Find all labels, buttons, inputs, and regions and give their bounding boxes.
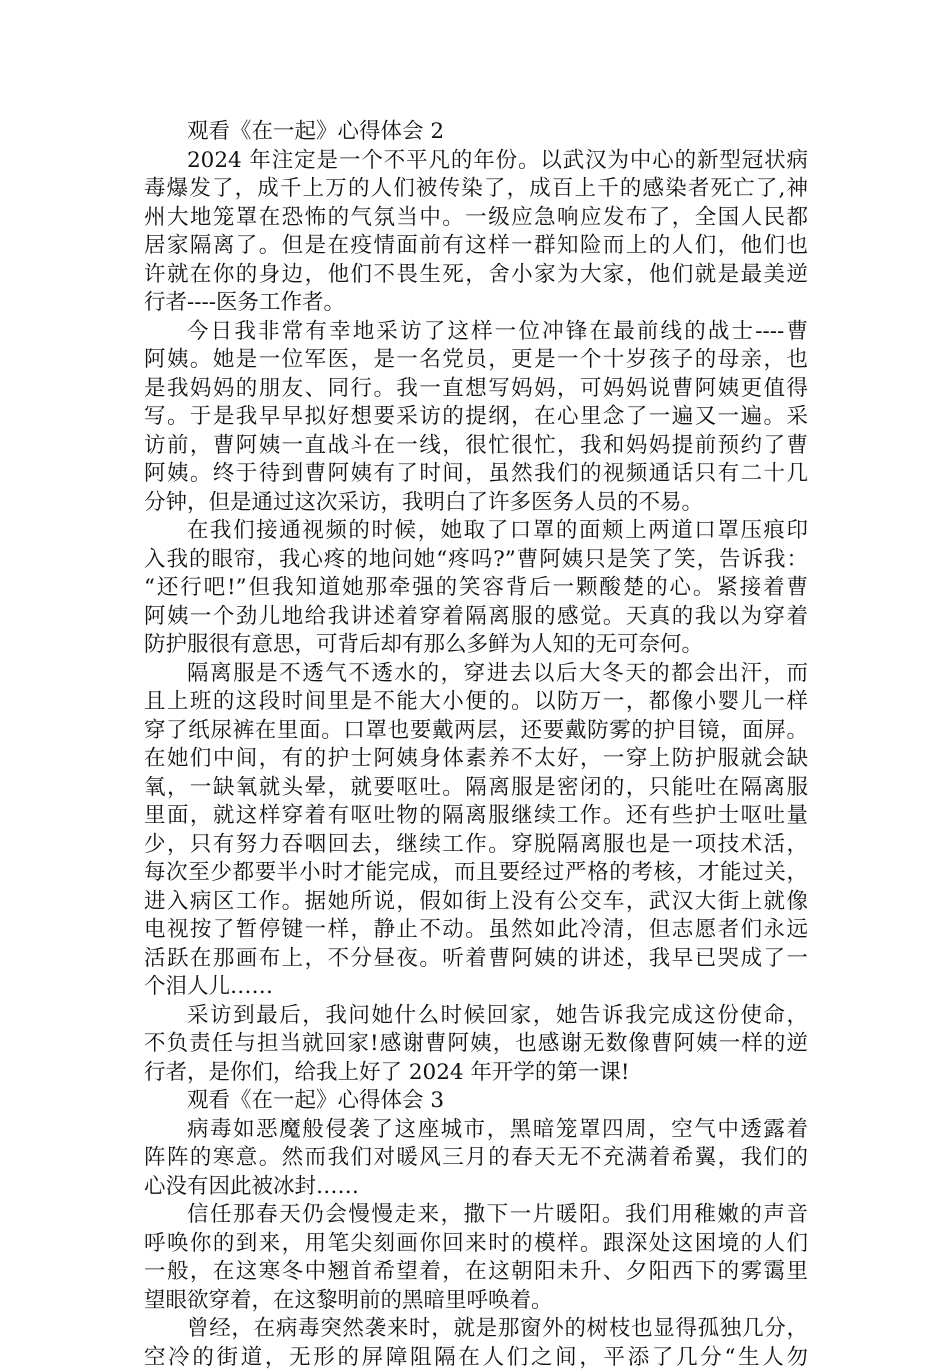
text-line: 少，只有努力吞咽回去，继续工作。穿脱隔离服也是一项技术活， bbox=[144, 831, 808, 860]
text-line: 信任那春天仍会慢慢走来，撒下一片暖阳。我们用稚嫩的声音 bbox=[144, 1201, 808, 1230]
text-line: 阿姨一个劲儿地给我讲述着穿着隔离服的感觉。天真的我以为穿着 bbox=[144, 603, 808, 632]
text-line: 穿了纸尿裤在里面。口罩也要戴两层，还要戴防雾的护目镜，面屏。 bbox=[144, 717, 808, 746]
text-line: 是我妈妈的朋友、同行。我一直想写妈妈，可妈妈说曹阿姨更值得 bbox=[144, 375, 808, 404]
text-line: 观看《在一起》心得体会 3 bbox=[144, 1087, 808, 1116]
text-line: 写。于是我早早拟好想要采访的提纲，在心里念了一遍又一遍。采 bbox=[144, 403, 808, 432]
text-line: 病毒如恶魔般侵袭了这座城市，黑暗笼罩四周，空气中透露着 bbox=[144, 1116, 808, 1145]
text-line: 许就在你的身边，他们不畏生死，舍小家为大家，他们就是最美逆 bbox=[144, 261, 808, 290]
text-line: 阿姨。终于待到曹阿姨有了时间，虽然我们的视频通话只有二十几 bbox=[144, 460, 808, 489]
text-line: 进入病区工作。据她所说，假如街上没有公交车，武汉大街上就像 bbox=[144, 888, 808, 917]
text-line: 2024 年注定是一个不平凡的年份。以武汉为中心的新型冠状病 bbox=[144, 147, 808, 176]
text-line: 不负责任与担当就回家!感谢曹阿姨，也感谢无数像曹阿姨一样的逆 bbox=[144, 1030, 808, 1059]
text-line: 行者，是你们，给我上好了 2024 年开学的第一课! bbox=[144, 1059, 808, 1088]
text-line: 州大地笼罩在恐怖的气氛当中。一级应急响应发布了，全国人民都 bbox=[144, 204, 808, 233]
text-line: 个泪人儿…… bbox=[144, 973, 808, 1002]
text-line: 采访到最后，我问她什么时候回家，她告诉我完成这份使命， bbox=[144, 1002, 808, 1031]
text-line: 氧，一缺氧就头晕，就要呕吐。隔离服是密闭的，只能吐在隔离服 bbox=[144, 774, 808, 803]
text-line: 每次至少都要半小时才能完成，而且要经过严格的考核，才能过关， bbox=[144, 859, 808, 888]
text-line: 电视按了暂停键一样，静止不动。虽然如此冷清，但志愿者们永远 bbox=[144, 916, 808, 945]
text-line: 空冷的街道，无形的屏障阻隔在人们之间，平添了几分“生人勿 bbox=[144, 1344, 808, 1372]
text-line: 入我的眼帘，我心疼的地问她“疼吗?”曹阿姨只是笑了笑，告诉我： bbox=[144, 546, 808, 575]
text-line: 呼唤你的到来，用笔尖刻画你回来时的模样。跟深处这困境的人们 bbox=[144, 1230, 808, 1259]
text-line: 在她们中间，有的护士阿姨身体素养不太好，一穿上防护服就会缺 bbox=[144, 745, 808, 774]
text-line: 今日我非常有幸地采访了这样一位冲锋在最前线的战士----曹 bbox=[144, 318, 808, 347]
text-line: 阵阵的寒意。然而我们对暖风三月的春天无不充满着希翼，我们的 bbox=[144, 1144, 808, 1173]
text-line: 望眼欲穿着，在这黎明前的黑暗里呼唤着。 bbox=[144, 1287, 808, 1316]
text-line: 一般，在这寒冬中翘首希望着，在这朝阳未升、夕阳西下的雾霭里 bbox=[144, 1258, 808, 1287]
text-line: 观看《在一起》心得体会 2 bbox=[144, 118, 808, 147]
text-line: 在我们接通视频的时候，她取了口罩的面颊上两道口罩压痕印 bbox=[144, 517, 808, 546]
text-line: 曾经，在病毒突然袭来时，就是那窗外的树枝也显得孤独几分， bbox=[144, 1315, 808, 1344]
text-line: 心没有因此被冰封…… bbox=[144, 1173, 808, 1202]
text-line: 阿姨。她是一位军医，是一名党员，更是一个十岁孩子的母亲，也 bbox=[144, 346, 808, 375]
text-line: 活跃在那画布上，不分昼夜。听着曹阿姨的讲述，我早已哭成了一 bbox=[144, 945, 808, 974]
text-line: “还行吧!”但我知道她那牵强的笑容背后一颗酸楚的心。紧接着曹 bbox=[144, 574, 808, 603]
text-line: 访前，曹阿姨一直战斗在一线，很忙很忙，我和妈妈提前预约了曹 bbox=[144, 432, 808, 461]
text-line: 毒爆发了，成千上万的人们被传染了，成百上千的感染者死亡了,神 bbox=[144, 175, 808, 204]
text-line: 行者----医务工作者。 bbox=[144, 289, 808, 318]
text-line: 里面，就这样穿着有呕吐物的隔离服继续工作。还有些护士呕吐量 bbox=[144, 802, 808, 831]
text-line: 分钟，但是通过这次采访，我明白了许多医务人员的不易。 bbox=[144, 489, 808, 518]
text-line: 居家隔离了。但是在疫情面前有这样一群知险而上的人们，他们也 bbox=[144, 232, 808, 261]
text-line: 且上班的这段时间里是不能大小便的。以防万一，都像小婴儿一样 bbox=[144, 688, 808, 717]
text-line: 隔离服是不透气不透水的，穿进去以后大冬天的都会出汗，而 bbox=[144, 660, 808, 689]
text-line: 防护服很有意思，可背后却有那么多鲜为人知的无可奈何。 bbox=[144, 631, 808, 660]
